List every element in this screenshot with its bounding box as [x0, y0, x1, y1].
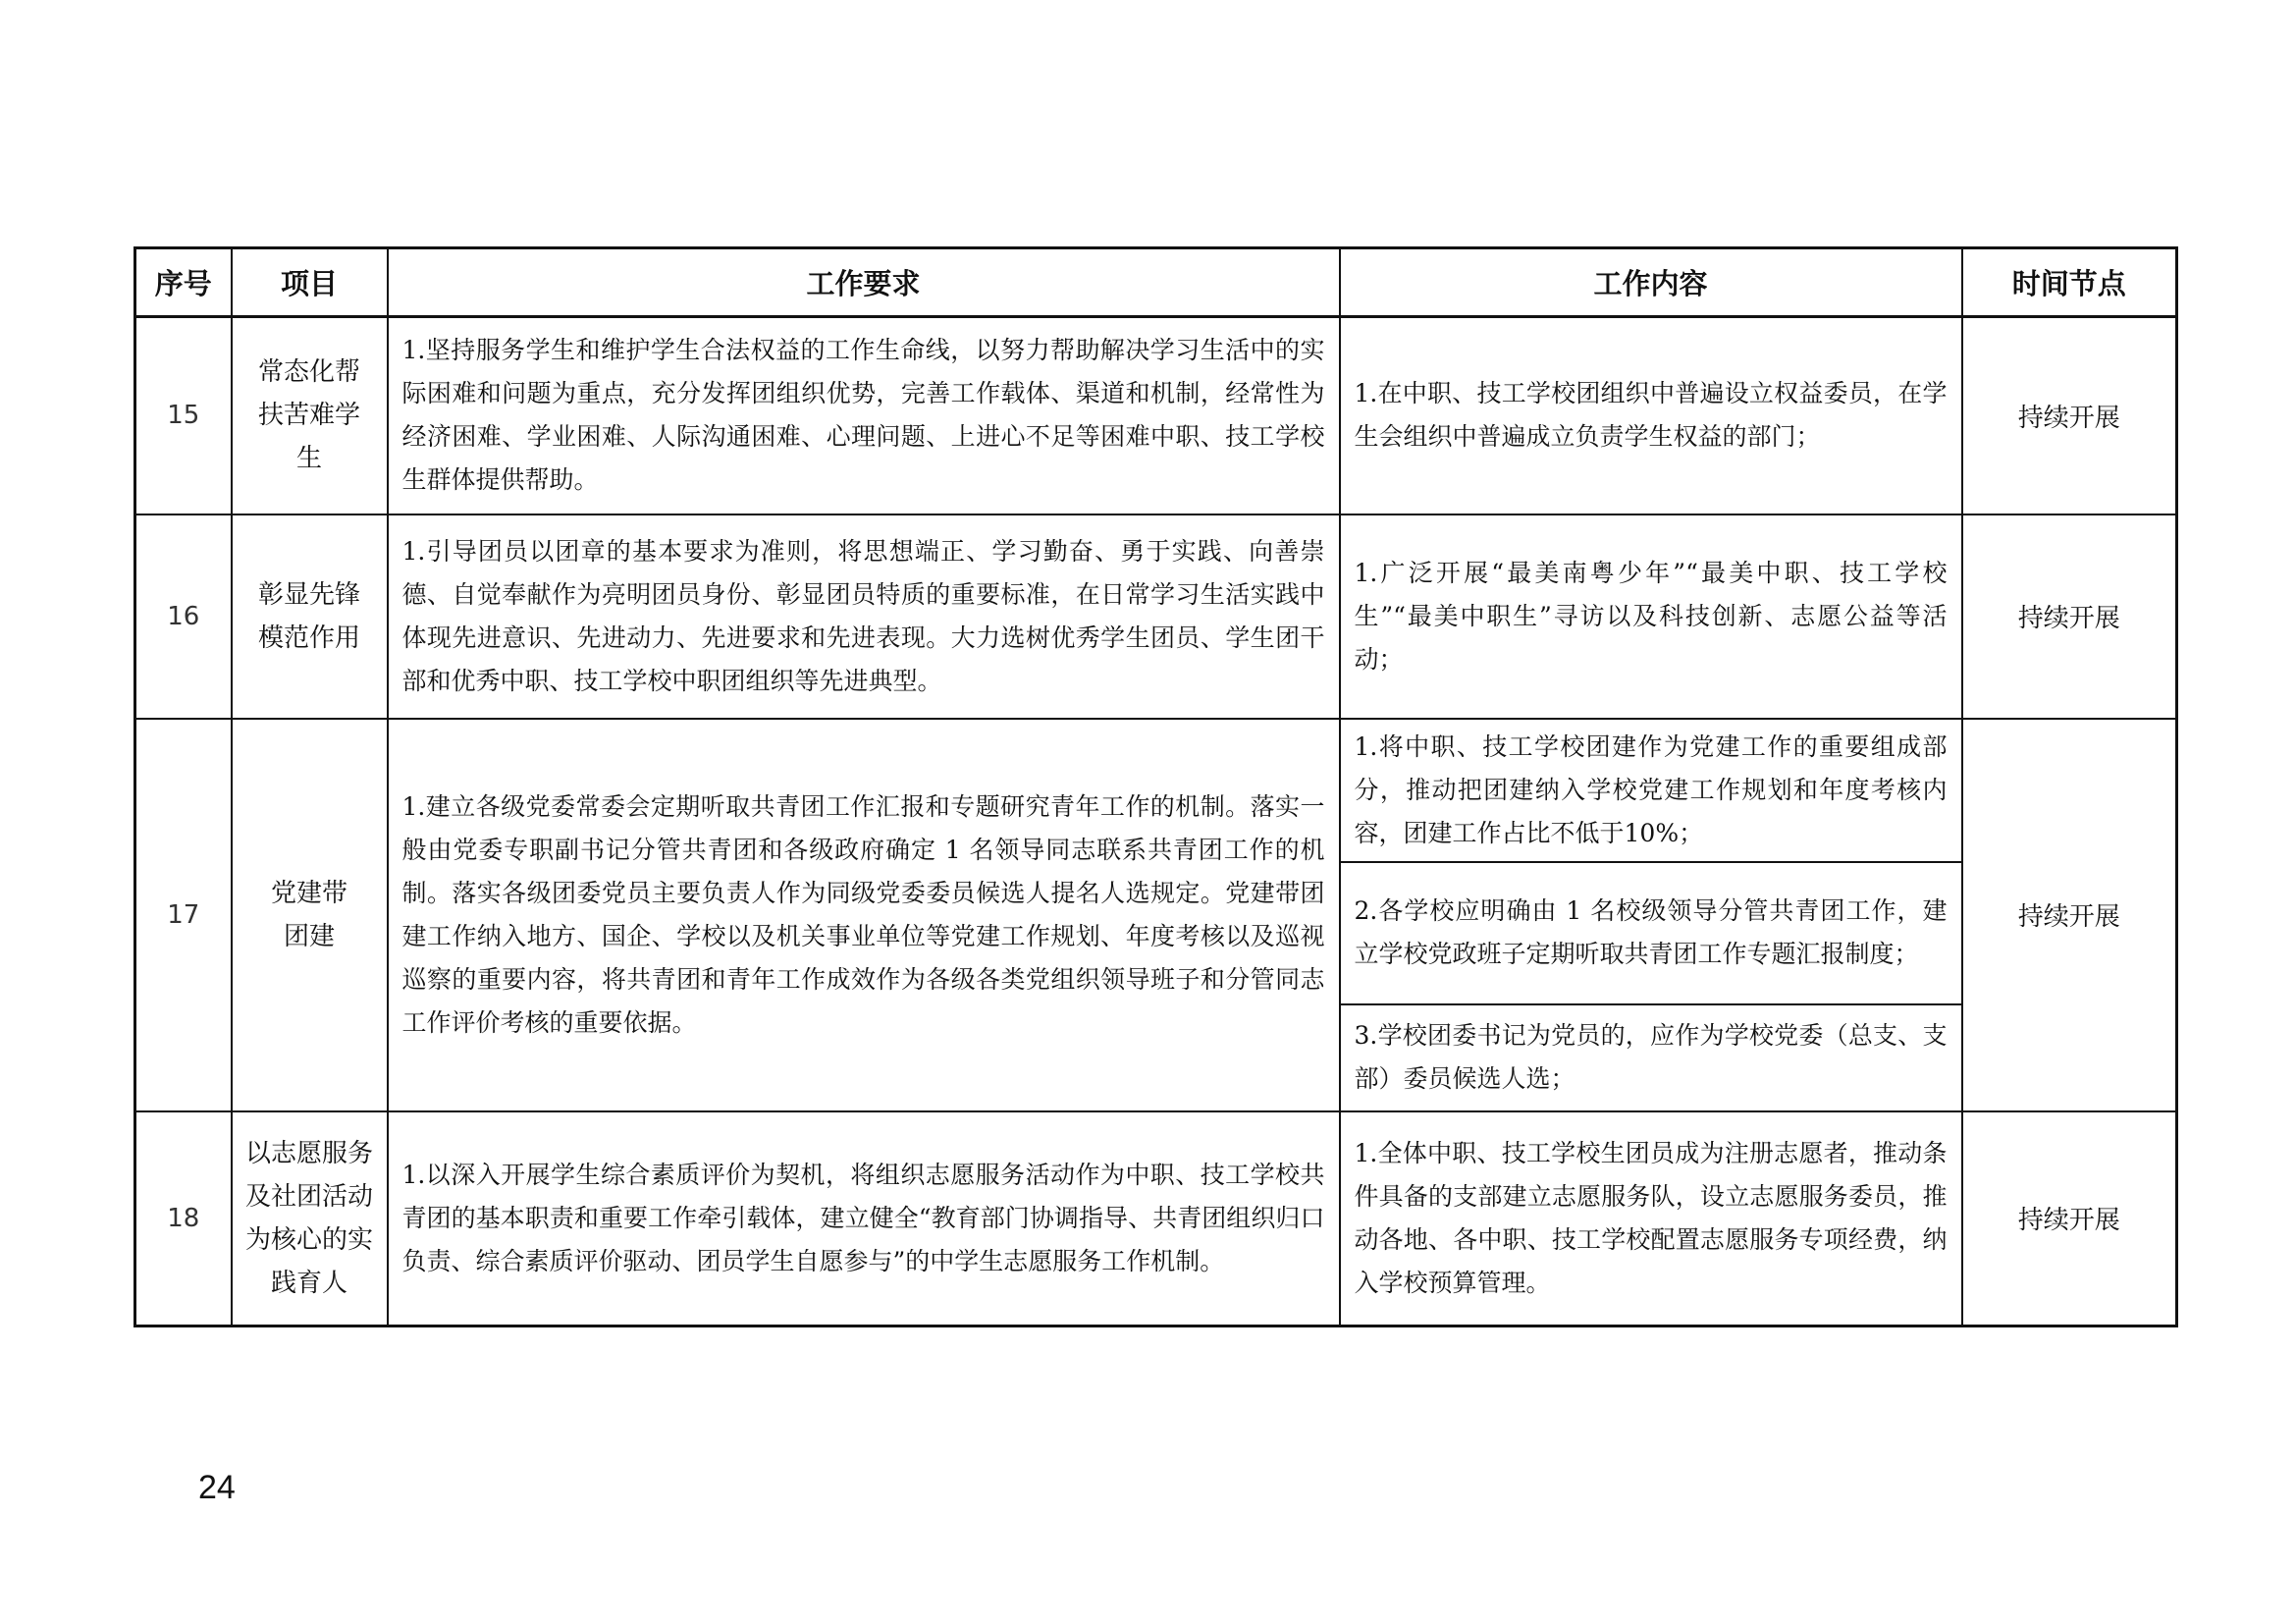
- row-requirement: 1.坚持服务学生和维护学生合法权益的工作生命线，以努力帮助解决学习生活中的实际困难和问题为重点，充分发挥团组织优势，完善工作载体、渠道和机制，经常性为经济困难、学业困难、人际沟通困难、心理问题、上进心不足等困难中职、技工学校生群体提供帮助。: [388, 317, 1340, 514]
- row-project: 彰显先锋模范作用: [232, 514, 388, 719]
- table-row: [135, 1111, 2177, 1326]
- row-content: 1.全体中职、技工学校生团员成为注册志愿者，推动条件具备的支部建立志愿服务队，设立志愿服务委员，推动各地、各中职、技工学校配置志愿服务专项经费，纳入学校预算管理。: [1340, 1111, 1962, 1326]
- row-seq: 15: [135, 317, 232, 514]
- row-content: 1.广泛开展“最美南粤少年”“最美中职、技工学校生”“最美中职生”寻访以及科技创新、志愿公益等活动；: [1340, 514, 1962, 719]
- row-content: 1.在中职、技工学校团组织中普遍设立权益委员，在学生会组织中普遍成立负责学生权益的部门；: [1340, 317, 1962, 514]
- table-header-row: [135, 248, 2177, 317]
- row-timeline: 持续开展: [1962, 317, 2177, 514]
- header-timeline: 时间节点: [1962, 248, 2177, 317]
- row-content-item: 3.学校团委书记为党员的，应作为学校党委（总支、支部）委员候选人选；: [1340, 1004, 1962, 1111]
- row-project: 党建带团建: [232, 719, 388, 1111]
- header-content: 工作内容: [1340, 248, 1962, 317]
- row-content-item: 2.各学校应明确由 1 名校级领导分管共青团工作，建立学校党政班子定期听取共青团工作专题汇报制度；: [1340, 862, 1962, 1004]
- row-seq: 16: [135, 514, 232, 719]
- row-seq: 17: [135, 719, 232, 1111]
- row-requirement: 1.引导团员以团章的基本要求为准则，将思想端正、学习勤奋、勇于实践、向善崇德、自觉奉献作为亮明团员身份、彰显团员特质的重要标准，在日常学习生活实践中体现先进意识、先进动力、先进要求和先进表现。大力选树优秀学生团员、学生团干部和优秀中职、技工学校中职团组织等先进典型。: [388, 514, 1340, 719]
- work-plan-table: [133, 246, 2178, 1327]
- row-seq: 18: [135, 1111, 232, 1326]
- table-row: [135, 719, 2177, 862]
- row-timeline: 持续开展: [1962, 1111, 2177, 1326]
- table-row: [135, 514, 2177, 719]
- row-timeline: 持续开展: [1962, 514, 2177, 719]
- header-requirement: 工作要求: [388, 248, 1340, 317]
- row-project: 以志愿服务及社团活动为核心的实践育人: [232, 1111, 388, 1326]
- table-row: [135, 317, 2177, 514]
- header-project: 项目: [232, 248, 388, 317]
- row-project: 常态化帮扶苦难学生: [232, 317, 388, 514]
- row-timeline: 持续开展: [1962, 719, 2177, 1111]
- row-requirement: 1.建立各级党委常委会定期听取共青团工作汇报和专题研究青年工作的机制。落实一般由党委专职副书记分管共青团和各级政府确定 1 名领导同志联系共青团工作的机制。落实各级团委党员主要负责人作为同级党委委员候选人提名人选规定。党建带团建工作纳入地方、国企、学校以及机关事业单位等党建工作规划、年度考核以及巡视巡察的重要内容，将共青团和青年工作成效作为各级各类党组织领导班子和分管同志工作评价考核的重要依据。: [388, 719, 1340, 1111]
- header-seq: 序号: [135, 248, 232, 317]
- row-requirement: 1.以深入开展学生综合素质评价为契机，将组织志愿服务活动作为中职、技工学校共青团的基本职责和重要工作牵引载体，建立健全“教育部门协调指导、共青团组织归口负责、综合素质评价驱动、团员学生自愿参与”的中学生志愿服务工作机制。: [388, 1111, 1340, 1326]
- row-content-item: 1.将中职、技工学校团建作为党建工作的重要组成部分，推动把团建纳入学校党建工作规划和年度考核内容，团建工作占比不低于10%；: [1340, 719, 1962, 862]
- page-number: 24: [198, 1469, 236, 1506]
